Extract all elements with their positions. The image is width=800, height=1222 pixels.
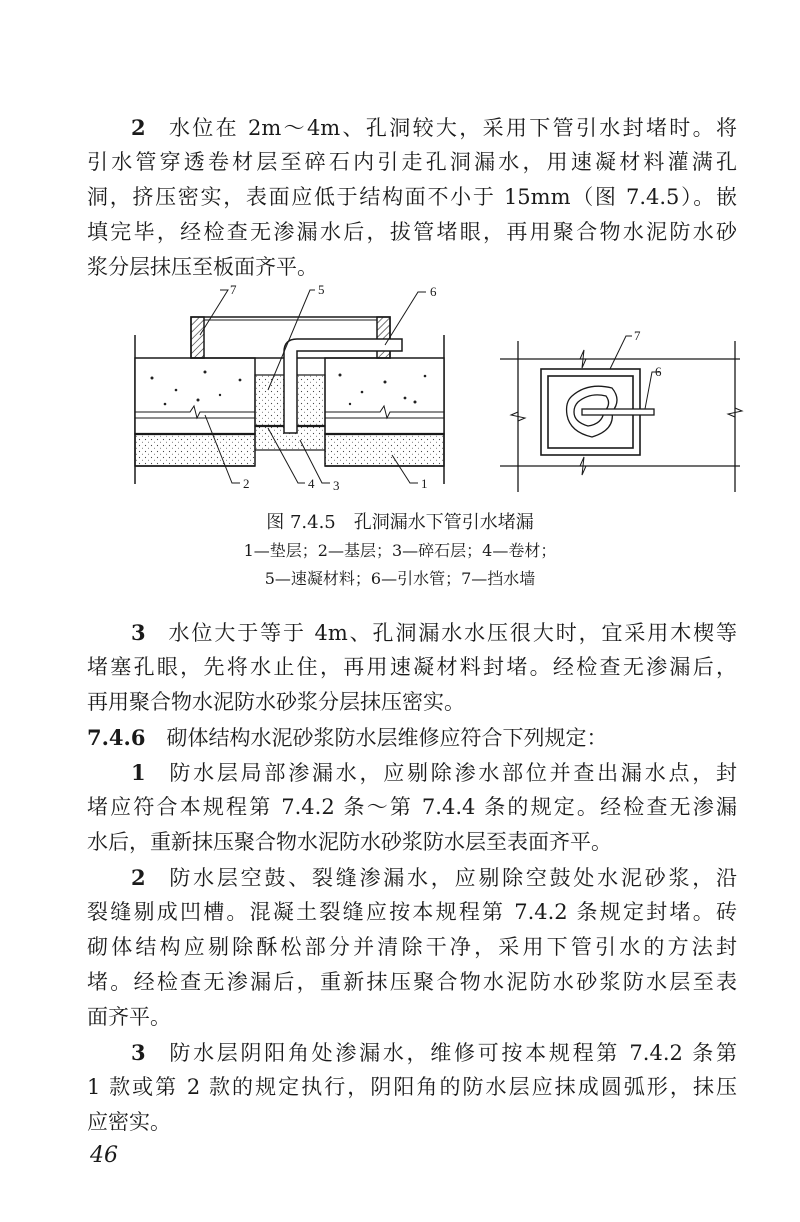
line-text: 砌体结构应剔除酥松部分并清除干净，采用下管引水的方法封 (87, 935, 737, 959)
plan-labels (634, 328, 662, 379)
label-7: 7 (230, 282, 237, 297)
item-number: 3 (131, 1040, 146, 1065)
line-text: 堵。经检查无渗漏后，重新抹压聚合物水泥防水砂浆防水层至表 (87, 970, 737, 994)
line-text: 水后，重新抹压聚合物水泥防水砂浆防水层至表面齐平。 (87, 830, 612, 854)
label-5: 5 (318, 282, 325, 297)
item-number: 7.4.6 (87, 725, 146, 750)
item-number: 2 (131, 115, 146, 140)
figure-legend-line-2: 5—速凝材料；6—引水管；7—挡水墙 (264, 569, 536, 588)
text-line (87, 1070, 737, 1105)
line-text: 裂缝剔成凹槽。混凝土裂缝应按本规程第 7.4.2 条规定封堵。砖 (87, 900, 737, 924)
item-number: 1 (131, 760, 146, 785)
line-text: 水位在 2m～4m、孔洞较大，采用下管引水封堵时。将 (166, 116, 737, 140)
line-text: 1 款或第 2 款的规定执行，阴阳角的防水层应抹成圆弧形，抹压 (87, 1075, 737, 1099)
text-line (87, 825, 737, 860)
section-view (135, 290, 444, 484)
text-line (87, 755, 737, 790)
line-text: 堵塞孔眼，先将水止住，再用速凝材料封堵。经检查无渗漏后， (87, 655, 737, 679)
figure-legend-line-1: 1—垫层；2—基层；3—碎石层；4—卷材； (243, 541, 557, 560)
line-text: 防水层阴阳角处渗漏水，维修可按本规程第 7.4.2 条第 (166, 1041, 737, 1065)
page-number: 46 (90, 1143, 118, 1168)
item-number: 2 (131, 865, 146, 890)
line-text: 浆分层抹压至板面齐平。 (87, 255, 318, 279)
text-line (87, 790, 737, 825)
base-layer-right (325, 358, 444, 466)
label-3: 3 (333, 478, 340, 493)
plan-label-7: 7 (634, 328, 641, 343)
text-line (87, 1035, 737, 1070)
text-line (87, 965, 737, 1000)
line-text: 防水层空鼓、裂缝渗漏水，应剔除空鼓处水泥砂浆，沿 (166, 866, 737, 890)
base-layer-left (135, 358, 255, 466)
text-line (87, 650, 737, 685)
text-line (87, 930, 737, 965)
paragraph (87, 1035, 737, 1140)
paragraph (87, 720, 737, 755)
text-line (87, 1105, 737, 1140)
line-text: 水位大于等于 4m、孔洞漏水水压很大时，宜采用木楔等 (166, 621, 737, 645)
line-text: 面齐平。 (87, 1005, 171, 1029)
text-line (87, 720, 737, 755)
line-text: 洞，挤压密实，表面应低于结构面不小于 15mm（图 7.4.5）。嵌 (87, 185, 737, 209)
label-2: 2 (243, 476, 250, 491)
line-text: 引水管穿透卷材层至碎石内引走孔洞漏水，用速凝材料灌满孔 (87, 150, 737, 174)
text-line (87, 895, 737, 930)
line-text: 应密实。 (87, 1110, 171, 1134)
label-4: 4 (308, 476, 315, 491)
line-text: 再用聚合物水泥防水砂浆分层抹压密实。 (87, 690, 465, 714)
line-text: 砌体结构水泥砂浆防水层维修应符合下列规定： (166, 726, 608, 750)
plan-view (500, 336, 742, 492)
paragraph (87, 615, 737, 720)
text-line (87, 1000, 737, 1035)
paragraph (87, 860, 737, 1035)
figure-caption: 图 7.4.5 孔洞漏水下管引水堵漏 (266, 512, 534, 533)
line-text: 填完毕，经检查无渗漏水后，拔管堵眼，再用聚合物水泥防水砂 (87, 220, 737, 244)
text-line (87, 860, 737, 895)
item-number: 3 (131, 620, 146, 645)
label-1: 1 (421, 476, 428, 491)
paragraph (87, 755, 737, 860)
label-6: 6 (430, 284, 437, 299)
line-text: 堵应符合本规程第 7.4.2 条～第 7.4.4 条的规定。经检查无渗漏 (87, 795, 737, 819)
text-line (87, 615, 737, 650)
line-text: 防水层局部渗漏水，应剔除渗水部位并查出漏水点，封 (166, 761, 737, 785)
text-line (87, 685, 737, 720)
plan-label-6: 6 (655, 364, 662, 379)
